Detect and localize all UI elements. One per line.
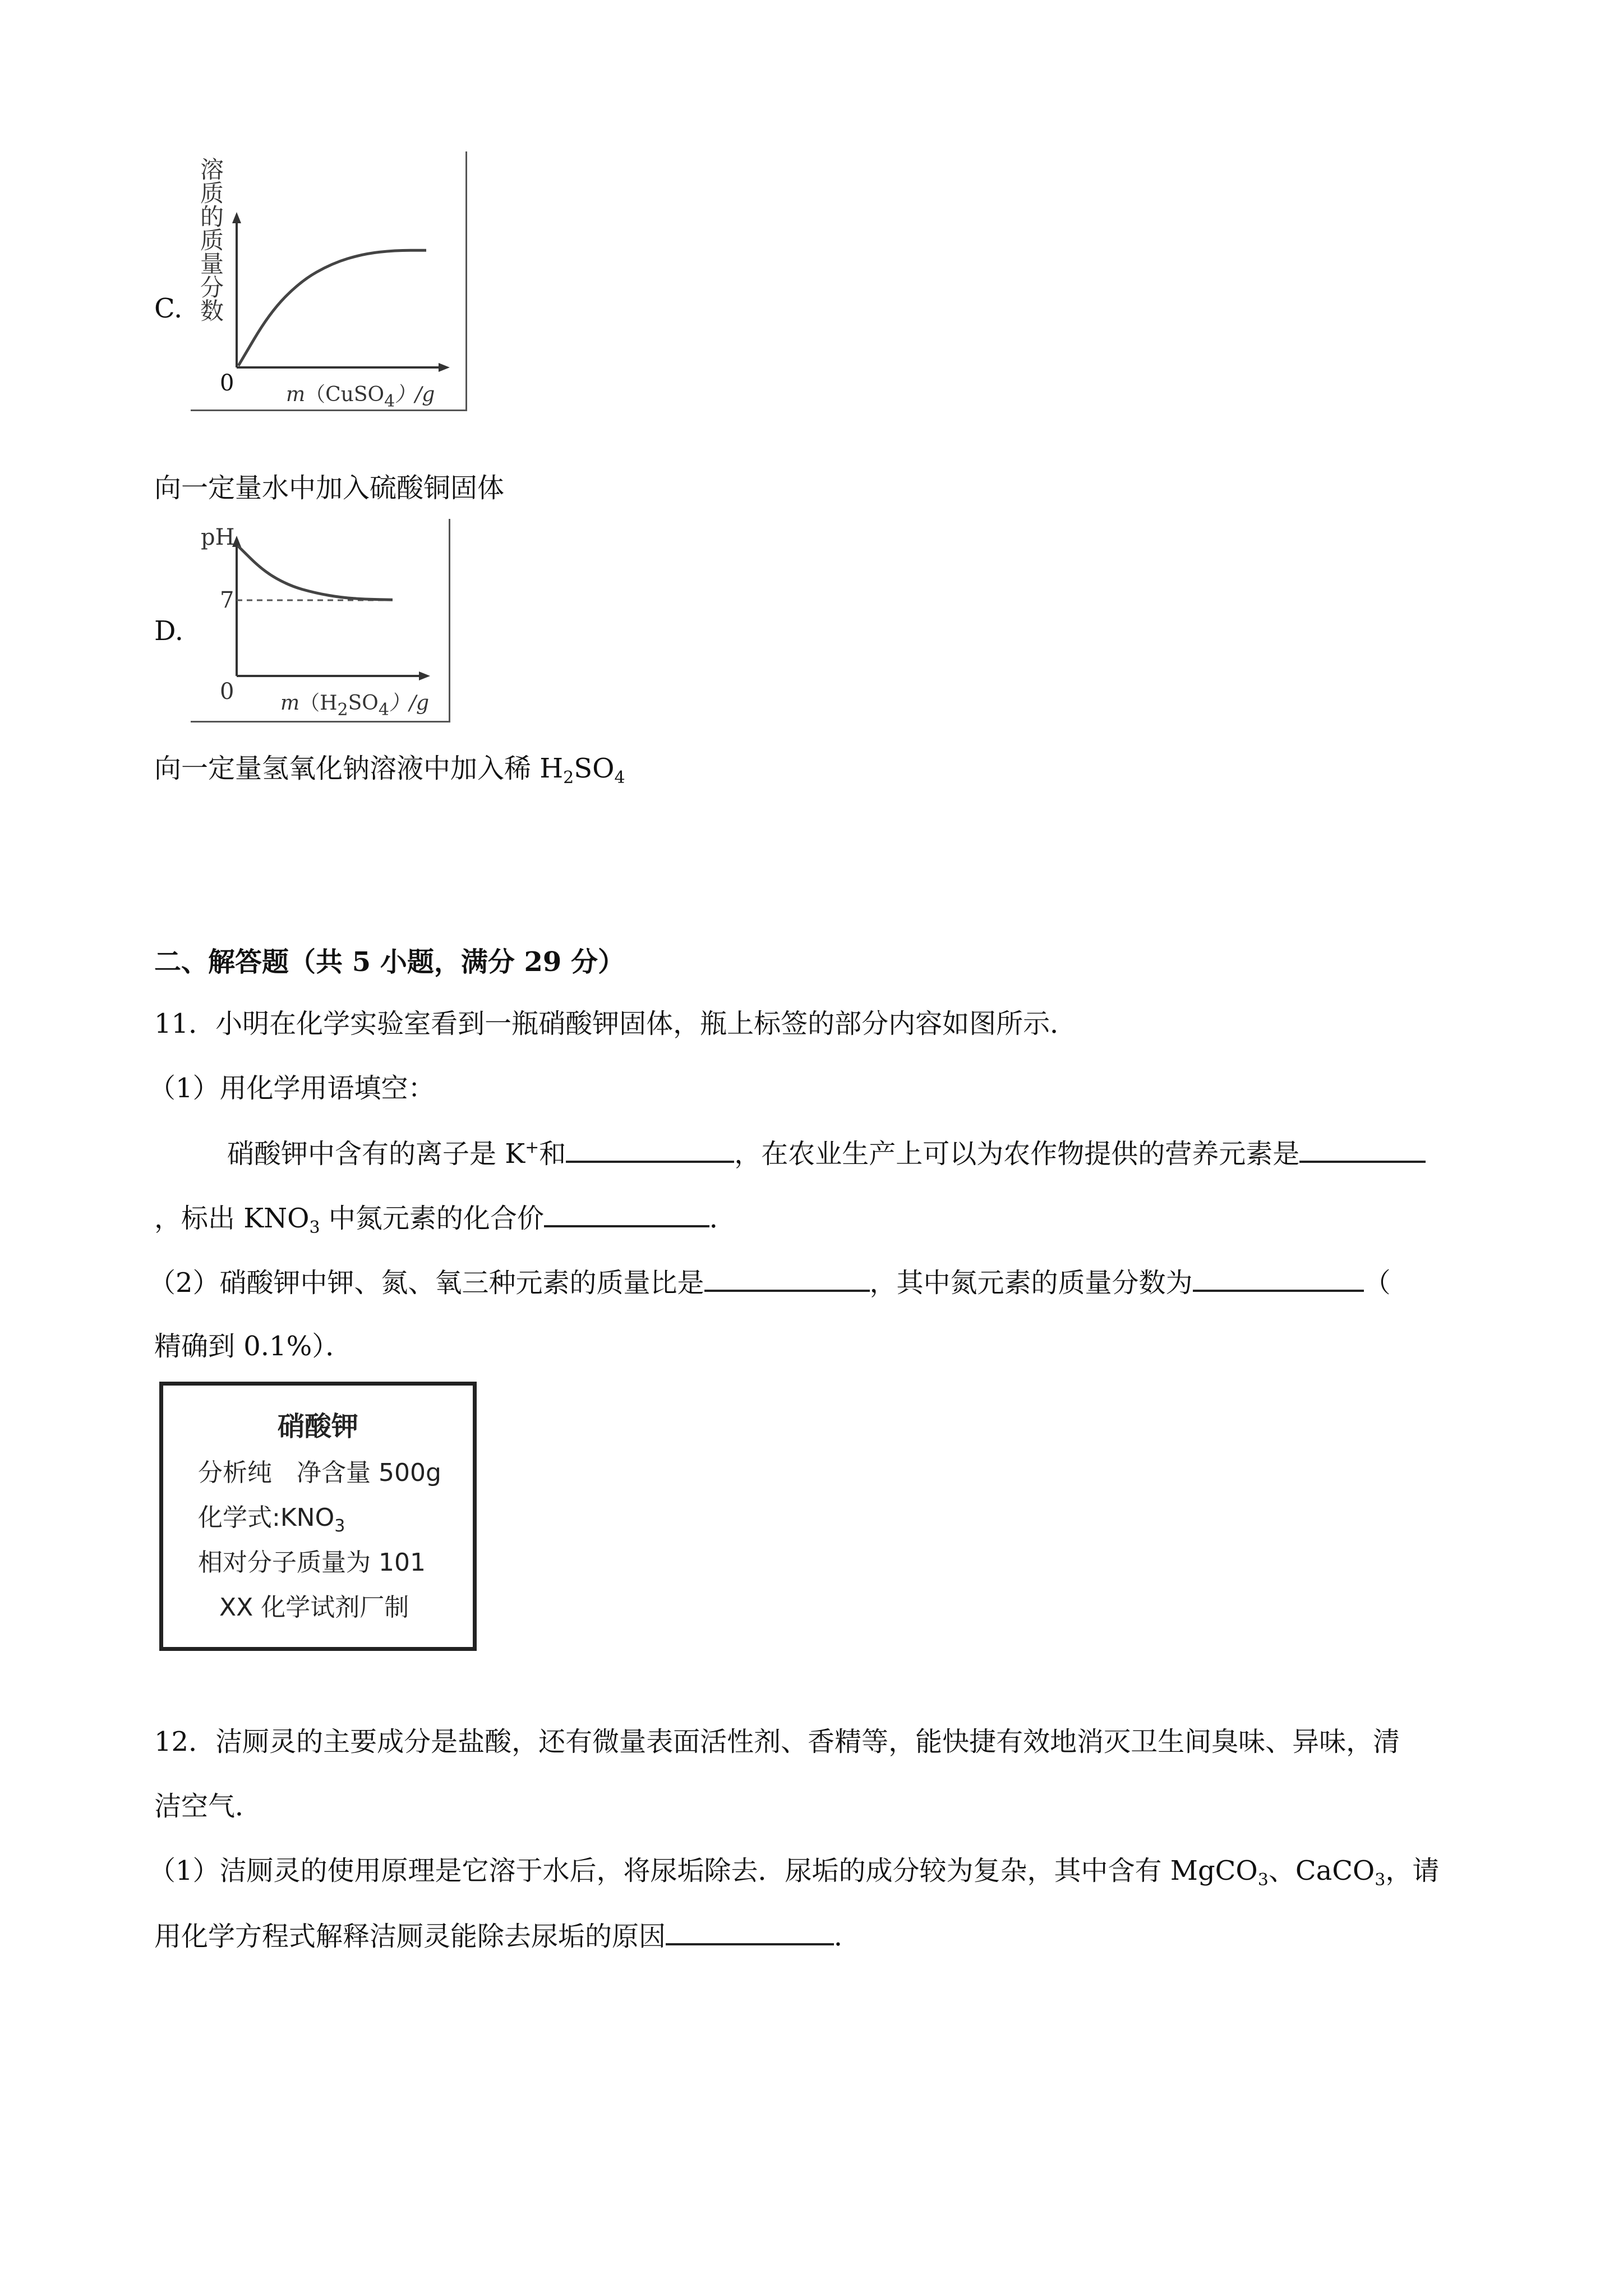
reagent-label bbox=[159, 1382, 477, 1651]
caption-mid: SO bbox=[574, 753, 615, 784]
subscript: 3 bbox=[334, 1516, 345, 1536]
q11-part1-title: （1）用化学用语填空： bbox=[149, 1073, 435, 1104]
answer-blank-equation[interactable] bbox=[666, 1918, 834, 1945]
label-line-3: 相对分子质量为 101 bbox=[198, 1548, 426, 1577]
chart-d-ref-label: 7 bbox=[220, 587, 234, 613]
text: 化学式:KNO bbox=[198, 1503, 335, 1532]
xlabel-sub: 4 bbox=[384, 392, 395, 411]
text: 、CaCO bbox=[1268, 1855, 1375, 1887]
option-d-caption bbox=[154, 752, 625, 788]
subscript: 3 bbox=[1257, 1870, 1269, 1890]
text: （1）洁厕灵的使用原理是它溶于水后，将尿垢除去．尿垢的成分较为复杂，其中含有 MgCO bbox=[149, 1855, 1258, 1887]
chart-d-xlabel bbox=[280, 687, 430, 720]
xlabel-formula-a: （H bbox=[299, 692, 338, 715]
ylabel-char: 的 bbox=[197, 204, 224, 228]
option-c-caption: 向一定量水中加入硫酸铜固体 bbox=[154, 472, 505, 504]
caption-sub: 2 bbox=[563, 768, 574, 788]
label-title: 硝酸钾 bbox=[277, 1411, 358, 1442]
ylabel-char: 质 bbox=[197, 181, 224, 204]
ylabel-char: 数 bbox=[197, 298, 224, 322]
ylabel-char: 溶 bbox=[197, 157, 224, 181]
q12-line1: 12．洁厕灵的主要成分是盐酸，还有微量表面活性剂、香精等，能快捷有效地消灭卫生间臭味、异味，清 bbox=[154, 1726, 1400, 1757]
ylabel-char: 量 bbox=[197, 251, 224, 275]
chart-d-curve bbox=[238, 546, 393, 600]
text: ，请 bbox=[1385, 1855, 1440, 1887]
q12-line2: 洁空气． bbox=[154, 1791, 262, 1822]
answer-blank-ion[interactable] bbox=[566, 1136, 734, 1163]
text: （ bbox=[1363, 1267, 1391, 1299]
chart-c-xlabel bbox=[286, 379, 435, 411]
text: ，其中氮元素的质量分数为 bbox=[869, 1267, 1193, 1299]
text: ，在农业生产上可以为农作物提供的营养元素是 bbox=[734, 1138, 1300, 1170]
text: 用化学方程式解释洁厕灵能除去尿垢的原因 bbox=[154, 1921, 666, 1952]
xlabel-unit: ）/g bbox=[389, 692, 430, 715]
ylabel-char: 分 bbox=[197, 275, 224, 298]
chart-c-plot bbox=[191, 151, 482, 415]
option-d-label: D. bbox=[154, 615, 184, 647]
chart-c-curve bbox=[238, 250, 426, 366]
answer-blank-mass-ratio[interactable] bbox=[704, 1265, 870, 1292]
q11-part1-line2 bbox=[154, 1200, 736, 1235]
xlabel-unit: ）/g bbox=[395, 383, 435, 406]
xlabel-m: m bbox=[280, 692, 300, 715]
section-heading: 二、解答题（共 5 小题，满分 29 分） bbox=[154, 946, 625, 978]
answer-blank-nutrient[interactable] bbox=[1299, 1136, 1426, 1163]
subscript: 3 bbox=[309, 1218, 320, 1237]
text: 中氮元素的化合价 bbox=[320, 1203, 544, 1234]
xlabel-formula-b: SO bbox=[348, 692, 379, 715]
q11-stem: 11．小明在化学实验室看到一瓶硝酸钾固体，瓶上标签的部分内容如图所示． bbox=[154, 1008, 1077, 1039]
chart-d-origin: 0 bbox=[220, 679, 234, 705]
q11-part1-line1 bbox=[227, 1136, 1426, 1171]
label-line-2 bbox=[198, 1502, 345, 1534]
q11-part2-line2: 精确到 0.1%）． bbox=[154, 1331, 353, 1362]
text: 和 bbox=[539, 1138, 566, 1170]
caption-text: 向一定量氢氧化钠溶液中加入稀 H bbox=[154, 753, 564, 784]
xlabel-sub-a: 2 bbox=[337, 700, 348, 720]
chart-d-x-arrow bbox=[419, 671, 430, 680]
ylabel-char: 质 bbox=[197, 228, 224, 251]
q12-part1-line1 bbox=[149, 1854, 1439, 1888]
text: （2）硝酸钾中钾、氮、氧三种元素的质量比是 bbox=[149, 1267, 704, 1299]
xlabel-sub-b: 4 bbox=[378, 700, 389, 720]
superscript: + bbox=[525, 1138, 540, 1157]
text: ． bbox=[834, 1921, 861, 1952]
option-c-label: C. bbox=[154, 293, 183, 324]
xlabel-formula: （CuSO bbox=[305, 383, 385, 406]
answer-blank-mass-fraction[interactable] bbox=[1193, 1265, 1364, 1292]
label-line-1: 分析纯 净含量 500g bbox=[198, 1458, 441, 1487]
answer-blank-valence[interactable] bbox=[544, 1200, 709, 1227]
xlabel-m: m bbox=[286, 383, 306, 406]
chart-c bbox=[191, 151, 482, 415]
chart-c-x-arrow bbox=[439, 363, 450, 372]
text: 硝酸钾中含有的离子是 K bbox=[227, 1138, 525, 1170]
subscript: 3 bbox=[1375, 1870, 1386, 1890]
chart-d-ylabel: pH bbox=[201, 524, 235, 550]
text: ． bbox=[709, 1203, 736, 1234]
q12-part1-line2 bbox=[154, 1918, 861, 1953]
q11-part2-line1 bbox=[149, 1265, 1391, 1300]
text: ，标出 KNO bbox=[154, 1203, 310, 1234]
chart-c-y-arrow bbox=[232, 212, 241, 223]
caption-sub: 4 bbox=[614, 768, 625, 788]
chart-c-origin: 0 bbox=[220, 370, 234, 396]
label-line-4: XX 化学试剂厂制 bbox=[219, 1593, 409, 1622]
chart-d bbox=[191, 519, 460, 726]
